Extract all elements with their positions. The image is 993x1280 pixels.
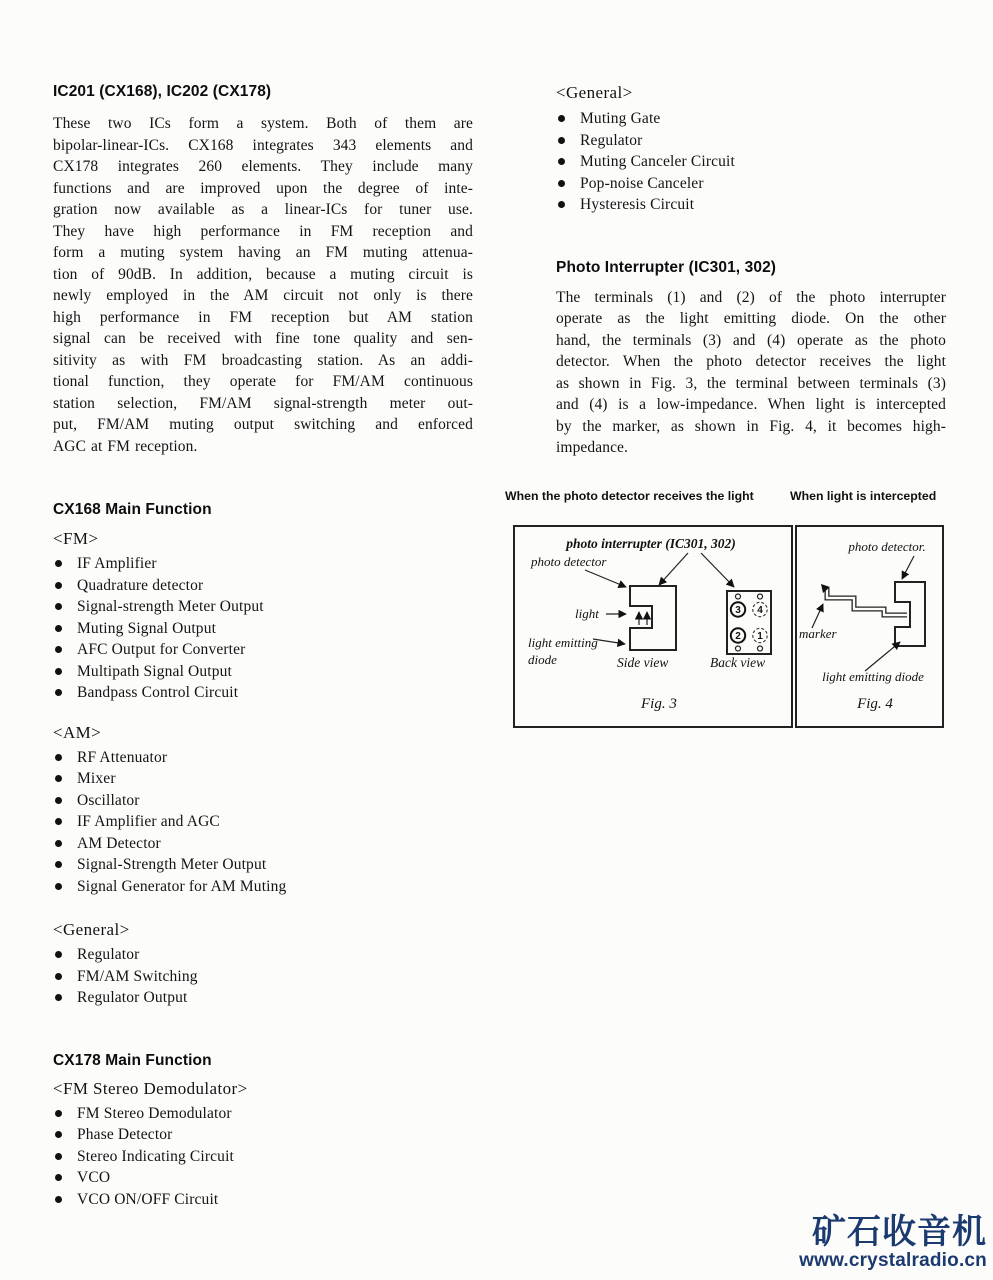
group-label-general-right: <General> [556,83,633,102]
text-line: as shown in Fig. 3, the terminal between terminals (3) [556,374,946,392]
watermark-site-url: www.crystalradio.cn [799,1250,987,1271]
list-item-label: Regulator [580,131,643,149]
list-item [53,1167,473,1189]
text-line: put, FM/AM muting output switching and enforced [53,416,473,433]
text-line: detector. When the photo detector receives the light [556,353,946,370]
fig3-pin1-number: 1 [757,631,763,642]
list-item [53,661,473,683]
bullet-icon [55,689,62,696]
bullet-icon [55,582,62,589]
list-item [53,575,473,597]
list-item-label: Regulator [77,946,140,963]
fig3-caption: Fig. 3 [641,696,677,712]
bullet-icon [55,973,62,980]
list-item-label: Multipath Signal Output [77,662,233,680]
am-function-list [53,747,473,898]
list-item-label: Muting Canceler Circuit [580,153,735,170]
fig3-led-label-line1: light emitting [528,635,598,650]
list-item-label: IF Amplifier [77,555,157,572]
bullet-icon [55,625,62,632]
fig4-marker-arrow [812,604,823,628]
list-item [53,1103,473,1125]
list-item-label: RF Attenuator [77,748,168,766]
general-function-list-right [556,108,946,216]
bullet-icon [55,646,62,653]
text-line: by the marker, as shown in Fig. 4, it becomes high- [556,417,946,435]
fig3-pin-lead [736,594,741,599]
list-item [53,987,473,1009]
section-heading-photo-interrupter: Photo Interrupter (IC301, 302) [556,258,777,276]
fig3-pin4-number: 4 [757,605,763,616]
list-item-label: Signal Generator for AM Muting [77,877,287,895]
fig4-photo-detector-label: photo detector. [848,539,926,554]
figure-captions [505,489,945,505]
fig4-led-label: light emitting diode [822,669,924,684]
fig4-photo-detector-arrow [902,556,914,579]
bullet-icon [55,668,62,675]
text-line: sitivity as with FM broadcasting station. As an addi- [53,351,473,369]
list-item-label: Mixer [77,770,116,787]
section-heading-cx178: CX178 Main Function [53,1051,212,1069]
list-item [53,639,473,661]
photo-interrupter-figure [513,525,945,729]
bullet-icon [55,840,62,847]
fig3-pin-lead [758,646,763,651]
bullet-icon [55,560,62,567]
list-item [53,747,473,769]
text-line: AGC at FM reception. [53,437,198,455]
list-item [53,553,473,575]
fm-function-list [53,553,473,704]
list-item [556,108,946,130]
list-item-label: Stereo Indicating Circuit [77,1147,234,1165]
list-item-label: Muting Gate [580,110,661,127]
intro-paragraph [53,113,473,457]
list-item-label: Regulator Output [77,989,188,1006]
list-item [53,1189,473,1211]
section-heading-cx168: CX168 Main Function [53,501,212,518]
list-item [53,811,473,833]
text-line: operate as the light emitting diode. On the other [556,310,946,327]
fig3-side-view-outline [630,586,676,650]
watermark-brand-text: 矿石收音机 [812,1213,987,1251]
list-item-label: Oscillator [77,791,140,809]
list-item-label: Phase Detector [77,1126,173,1143]
bullet-icon [55,1196,62,1203]
fig3-led-label-line2: diode [528,652,557,667]
fig3-pin3-number: 3 [735,605,741,616]
list-item [53,596,473,618]
group-label-fm-stereo: <FM Stereo Demodulator> [53,1078,248,1098]
list-item [556,194,946,216]
bullet-icon [55,818,62,825]
text-line: The terminals (1) and (2) of the photo interrupter [556,288,946,306]
bullet-icon [55,797,62,804]
photo-interrupter-paragraph [556,287,946,459]
fig3-photo-detector-label: photo detector [531,554,607,569]
fig3-side-view-label: Side view [617,655,669,670]
fig3-title-arrow-left [659,553,688,585]
bullet-icon [55,1153,62,1160]
fig4-led-arrow [865,642,900,671]
list-item [53,833,473,855]
fig3-led-arrow [593,639,625,644]
list-item [53,682,473,704]
stereo-function-list [53,1103,473,1211]
fig3-pin-lead [758,594,763,599]
figure-caption-right: When light is intercepted [790,489,937,503]
group-label-fm: <FM> [53,529,99,548]
text-line: form a muting system having an FM muting attenua- [53,244,473,261]
list-item-label: Muting Signal Output [77,619,217,637]
bullet-icon [55,951,62,958]
list-item-label: VCO [77,1169,111,1186]
bullet-icon [558,201,565,208]
list-item-label: Hysteresis Circuit [580,196,695,213]
list-item-label: Quadrature detector [77,576,204,594]
list-item-label: FM/AM Switching [77,967,198,985]
text-line: gration now available as a linear-ICs for tuner use. [53,201,473,218]
figure-block [505,489,945,712]
watermark [799,1214,987,1272]
bullet-icon [55,775,62,782]
fig3-photo-detector-arrow [585,570,626,587]
text-line: tional function, they operate for FM/AM continuous [53,373,473,390]
text-line: station selection, FM/AM signal-strength meter out- [53,394,473,412]
list-item [53,790,473,812]
list-item [556,130,946,152]
figure-caption-left: When the photo detector receives the light [505,489,754,503]
fig3-pin2-number: 2 [735,631,741,642]
list-item [53,618,473,640]
list-item-label: AM Detector [77,834,161,852]
fig4-marker-label: marker [799,626,837,641]
text-line: bipolar-linear-ICs. CX168 integrates 343 elements and [53,136,473,154]
fig4-caption: Fig. 4 [857,696,893,712]
list-item [53,944,473,966]
general-function-list-left [53,944,473,1009]
fig3-light-label: light [575,606,599,621]
list-item [53,1124,473,1146]
text-line: tion of 90dB. In addition, because a muting circuit is [53,265,473,283]
list-item-label: Signal-Strength Meter Output [77,856,267,873]
list-item [556,151,946,173]
list-item [53,854,473,876]
text-line: These two ICs form a system. Both of them are [53,115,473,132]
group-label-general-left: <General> [53,920,130,939]
bullet-icon [55,883,62,890]
list-item [556,173,946,195]
bullet-icon [55,1131,62,1138]
bullet-icon [558,137,565,144]
text-line: impedance. [556,439,629,456]
text-line: They have high performance in FM reception and [53,222,473,240]
list-item-label: FM Stereo Demodulator [77,1104,232,1122]
left-column [53,82,473,1210]
text-line: CX178 integrates 260 elements. They include many [53,158,473,175]
text-line: newly employed in the AM circuit not only is there [53,287,473,304]
text-line: high performance in FM reception but AM station [53,308,473,326]
bullet-icon [55,861,62,868]
bullet-icon [558,180,565,187]
bullet-icon [55,1110,62,1117]
list-item-label: Bandpass Control Circuit [77,684,239,701]
list-item [53,768,473,790]
list-item-label: Pop-noise Canceler [580,174,704,192]
list-item-label: VCO ON/OFF Circuit [77,1190,219,1208]
bullet-icon [55,754,62,761]
fig3-back-view-label: Back view [710,655,766,670]
fig3-title: photo interrupter (IC301, 302) [566,536,736,551]
text-line: and (4) is a low-impedance. When light is intercepted [556,396,946,413]
bullet-icon [558,115,565,122]
text-line: functions and are improved upon the degree of inte- [53,179,473,197]
group-label-am: <AM> [53,722,102,742]
text-line: signal can be received with fine tone quality and sen- [53,330,473,347]
fig3-back-view-outline [727,591,771,654]
bullet-icon [55,994,62,1001]
bullet-icon [55,603,62,610]
right-column [556,82,946,459]
fig3-title-arrow-right [701,553,734,587]
section-heading-ic201: IC201 (CX168), IC202 (CX178) [53,83,272,100]
list-item-label: IF Amplifier and AGC [77,813,220,830]
list-item [53,1146,473,1168]
list-item-label: AFC Output for Converter [77,641,246,658]
list-item [53,876,473,898]
list-item [53,966,473,988]
text-line: hand, the terminals (3) and (4) operate as the photo [556,331,946,349]
bullet-icon [558,158,565,165]
list-item-label: Signal-strength Meter Output [77,598,264,615]
fig3-pin-lead [736,646,741,651]
bullet-icon [55,1174,62,1181]
